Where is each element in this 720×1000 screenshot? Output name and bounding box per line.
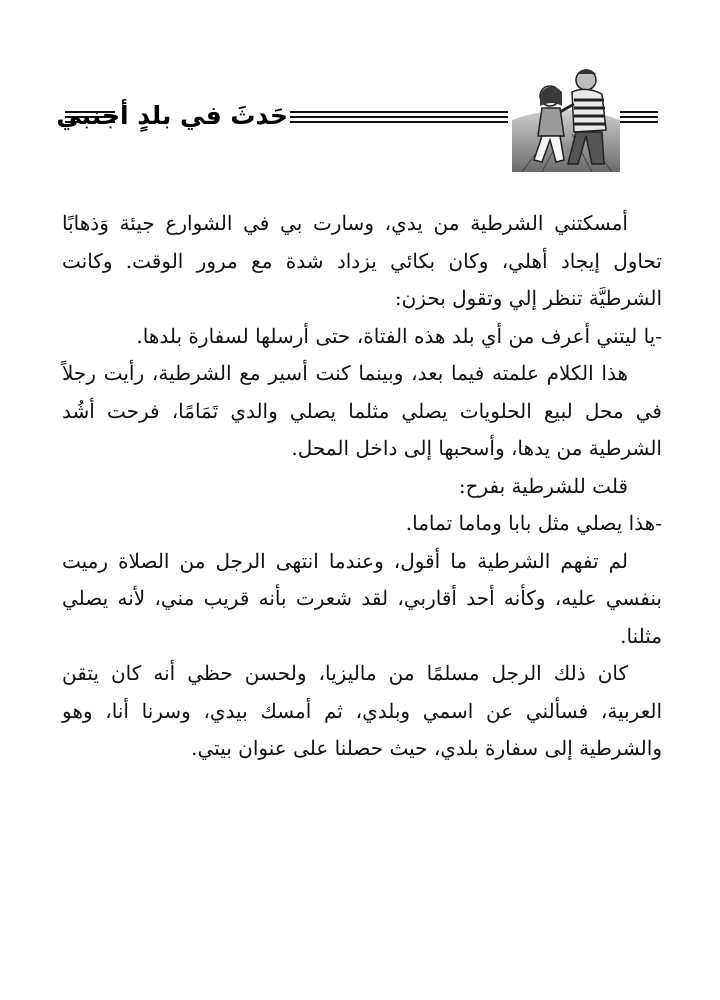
paragraph: -يا ليتني أعرف من أي بلد هذه الفتاة، حتى أرسلها لسفارة بلدها. xyxy=(136,323,662,348)
paragraph: -هذا يصلي مثل بابا وماما تماما. xyxy=(405,511,662,535)
decorative-rule-right xyxy=(620,111,658,123)
chapter-title: حَدثَ في بلدٍ أجنبي xyxy=(56,101,288,130)
story-text xyxy=(62,205,662,768)
paragraph: كان ذلك الرجل مسلمًا من ماليزيا، ولحسن حظي أنه كان يتقن العربية، فسألني عن اسمي وبلدي، ثم أمسك بيدي، وسرنا أنا، وهو والشرطية إلى سفارة بلدي، حيث حصلنا على عنوان بيتي. xyxy=(62,661,662,760)
paragraph: هذا الكلام علمته فيما بعد، وبينما كنت أسير مع الشرطية، رأيت رجلاً في محل لبيع الحلويات يصلي مثلما يصلي والدي تَمَامًا، فرحت أشُد الشرطية من يدها، وأسحبها إلى داخل المحل. xyxy=(62,361,662,460)
chapter-header xyxy=(0,60,720,175)
decorative-rule-middle xyxy=(290,111,508,123)
paragraph: لم تفهم الشرطية ما أقول، وعندما انتهى الرجل من الصلاة رميت بنفسي عليه، وكأنه أحد أقاربي، لقد شعرت بأنه قريب مني، لأنه يصلي مثلنا. xyxy=(62,548,662,648)
chapter-illustration xyxy=(512,60,620,172)
paragraph: قلت للشرطية بفرح: xyxy=(458,473,628,498)
paragraph: أمسكتني الشرطية من يدي، وسارت بي في الشوارع جيئة وَذهابًا تحاول إيجاد أهلي، وكان بكائي يزداد شدة مع مرور الوقت. وكانت الشرطيَّة تنظر إلي وتقول بحزن: xyxy=(62,211,662,310)
